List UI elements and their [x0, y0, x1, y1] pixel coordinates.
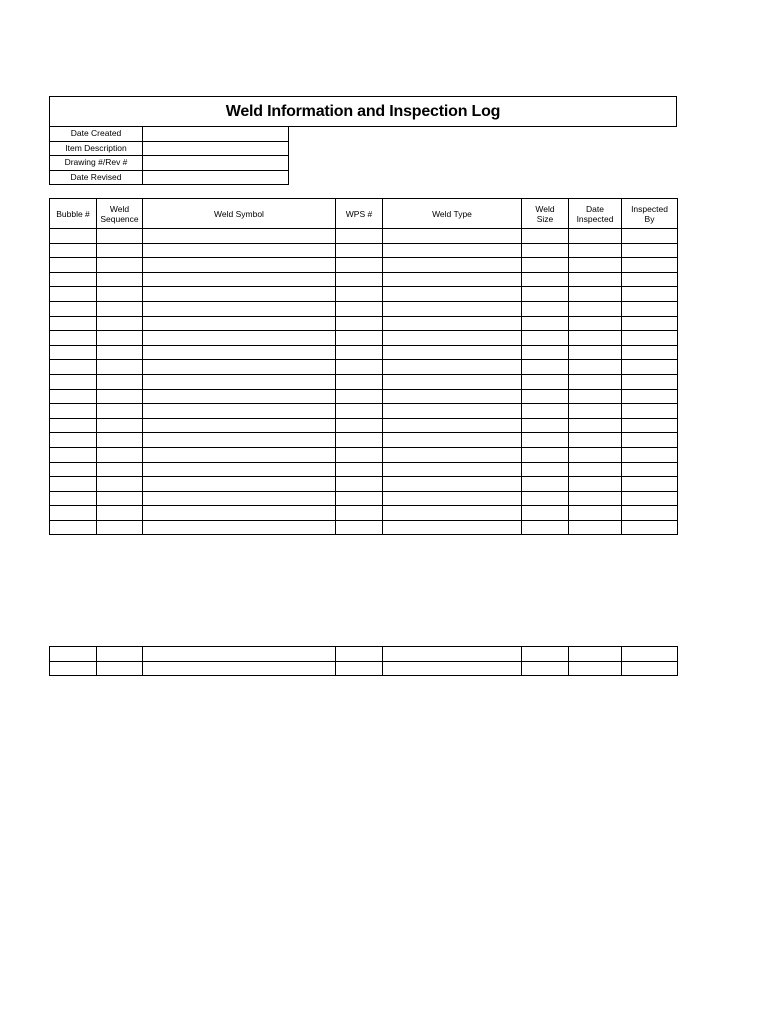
table-cell[interactable]: [50, 433, 97, 448]
table-cell[interactable]: [336, 433, 383, 448]
table-row: [50, 331, 678, 346]
table-cell[interactable]: [569, 243, 622, 258]
table-cell[interactable]: [143, 229, 336, 244]
table-cell[interactable]: [143, 316, 336, 331]
column-header-line1: WPS #: [345, 208, 373, 219]
table-cell[interactable]: [50, 447, 97, 462]
table-cell[interactable]: [622, 491, 678, 506]
table-cell[interactable]: [569, 433, 622, 448]
table-cell[interactable]: [143, 258, 336, 273]
table-cell[interactable]: [622, 331, 678, 346]
table-cell[interactable]: [143, 491, 336, 506]
table-cell[interactable]: [522, 345, 569, 360]
table-cell[interactable]: [522, 433, 569, 448]
table-cell[interactable]: [336, 287, 383, 302]
table-cell[interactable]: [336, 404, 383, 419]
table-cell[interactable]: [336, 491, 383, 506]
table-cell[interactable]: [97, 316, 143, 331]
table-cell[interactable]: [569, 272, 622, 287]
column-header: [569, 199, 622, 229]
info-label: Date Created: [50, 127, 143, 142]
table-cell[interactable]: [569, 647, 622, 662]
table-cell[interactable]: [522, 272, 569, 287]
table-cell[interactable]: [50, 374, 97, 389]
table-cell[interactable]: [50, 418, 97, 433]
table-row: [50, 374, 678, 389]
table-cell[interactable]: [383, 229, 522, 244]
table-cell[interactable]: [143, 345, 336, 360]
column-header-line1: Inspected: [631, 203, 668, 214]
table-cell[interactable]: [522, 404, 569, 419]
table-cell[interactable]: [383, 418, 522, 433]
table-cell[interactable]: [97, 491, 143, 506]
table-cell[interactable]: [50, 661, 97, 676]
table-cell[interactable]: [97, 229, 143, 244]
table-cell[interactable]: [383, 506, 522, 521]
table-cell[interactable]: [622, 389, 678, 404]
table-cell[interactable]: [383, 243, 522, 258]
column-header-line1: Bubble #: [56, 208, 90, 219]
table-cell[interactable]: [522, 418, 569, 433]
column-header-line1: Date: [586, 203, 604, 214]
info-label: Item Description: [50, 141, 143, 156]
table-cell[interactable]: [383, 647, 522, 662]
table-cell[interactable]: [50, 301, 97, 316]
table-cell[interactable]: [383, 258, 522, 273]
table-cell[interactable]: [50, 389, 97, 404]
table-cell[interactable]: [97, 243, 143, 258]
column-header-line1: Weld Symbol: [214, 208, 264, 219]
table-cell[interactable]: [522, 520, 569, 535]
info-table: [49, 126, 289, 185]
column-header-line1: Weld: [535, 203, 555, 214]
table-cell[interactable]: [383, 520, 522, 535]
table-cell[interactable]: [97, 520, 143, 535]
table-cell[interactable]: [143, 243, 336, 258]
table-cell[interactable]: [143, 389, 336, 404]
table-cell[interactable]: [383, 462, 522, 477]
table-cell[interactable]: [97, 647, 143, 662]
table-cell[interactable]: [569, 404, 622, 419]
table-cell[interactable]: [569, 316, 622, 331]
column-header: [622, 199, 678, 229]
table-cell[interactable]: [622, 316, 678, 331]
table-cell[interactable]: [143, 418, 336, 433]
table-cell[interactable]: [97, 301, 143, 316]
table-cell[interactable]: [522, 331, 569, 346]
table-cell[interactable]: [143, 433, 336, 448]
table-row: [50, 316, 678, 331]
table-cell[interactable]: [383, 477, 522, 492]
table-cell[interactable]: [622, 447, 678, 462]
table-cell[interactable]: [336, 418, 383, 433]
table-cell[interactable]: [143, 447, 336, 462]
table-row: [50, 229, 678, 244]
table-cell[interactable]: [522, 447, 569, 462]
table-cell[interactable]: [143, 661, 336, 676]
table-cell[interactable]: [622, 433, 678, 448]
table-cell[interactable]: [383, 345, 522, 360]
table-row: [50, 661, 678, 676]
table-row: [50, 647, 678, 662]
table-cell[interactable]: [50, 491, 97, 506]
table-cell[interactable]: [522, 243, 569, 258]
table-cell[interactable]: [622, 272, 678, 287]
table-cell[interactable]: [622, 404, 678, 419]
column-header-line2: Inspected: [576, 213, 614, 224]
table-row: [50, 477, 678, 492]
table-cell[interactable]: [336, 316, 383, 331]
table-cell[interactable]: [97, 477, 143, 492]
info-row: [50, 141, 289, 156]
bottom-table: [49, 646, 678, 676]
header-row: [50, 199, 678, 229]
table-cell[interactable]: [622, 243, 678, 258]
table-cell[interactable]: [569, 389, 622, 404]
table-cell[interactable]: [522, 647, 569, 662]
table-cell[interactable]: [569, 506, 622, 521]
table-cell[interactable]: [383, 287, 522, 302]
table-cell[interactable]: [336, 477, 383, 492]
table-cell[interactable]: [622, 520, 678, 535]
table-row: [50, 462, 678, 477]
table-cell[interactable]: [622, 229, 678, 244]
table-cell[interactable]: [97, 287, 143, 302]
table-cell[interactable]: [143, 647, 336, 662]
column-header: [50, 199, 97, 229]
table-cell[interactable]: [569, 229, 622, 244]
table-cell[interactable]: [97, 661, 143, 676]
info-value-field[interactable]: [143, 156, 289, 171]
table-cell[interactable]: [622, 647, 678, 662]
table-row: [50, 360, 678, 375]
table-row: [50, 243, 678, 258]
table-cell[interactable]: [97, 433, 143, 448]
table-cell[interactable]: [50, 520, 97, 535]
table-cell[interactable]: [336, 661, 383, 676]
table-cell[interactable]: [569, 447, 622, 462]
table-cell[interactable]: [143, 374, 336, 389]
table-cell[interactable]: [336, 345, 383, 360]
table-cell[interactable]: [50, 287, 97, 302]
column-header-line2: Size: [536, 213, 554, 224]
table-cell[interactable]: [569, 258, 622, 273]
table-cell[interactable]: [336, 331, 383, 346]
info-value-field[interactable]: [143, 127, 289, 142]
table-cell[interactable]: [522, 287, 569, 302]
table-cell[interactable]: [336, 243, 383, 258]
table-cell[interactable]: [143, 404, 336, 419]
table-row: [50, 433, 678, 448]
table-cell[interactable]: [50, 360, 97, 375]
table-cell[interactable]: [622, 462, 678, 477]
table-cell[interactable]: [383, 360, 522, 375]
table-cell[interactable]: [50, 647, 97, 662]
table-cell[interactable]: [336, 647, 383, 662]
info-label: Date Revised: [50, 170, 143, 185]
table-cell[interactable]: [97, 331, 143, 346]
table-row: [50, 258, 678, 273]
table-cell[interactable]: [383, 447, 522, 462]
table-cell[interactable]: [569, 287, 622, 302]
table-cell[interactable]: [97, 272, 143, 287]
table-cell[interactable]: [336, 360, 383, 375]
table-cell[interactable]: [569, 345, 622, 360]
table-cell[interactable]: [622, 418, 678, 433]
table-cell[interactable]: [97, 462, 143, 477]
table-cell[interactable]: [143, 462, 336, 477]
column-header-line1: Weld Type: [432, 208, 472, 219]
table-cell[interactable]: [622, 258, 678, 273]
info-label: Drawing #/Rev #: [50, 156, 143, 171]
table-cell[interactable]: [336, 389, 383, 404]
table-cell[interactable]: [522, 661, 569, 676]
table-cell[interactable]: [383, 661, 522, 676]
table-cell[interactable]: [50, 462, 97, 477]
table-cell[interactable]: [336, 301, 383, 316]
table-cell[interactable]: [569, 491, 622, 506]
table-cell[interactable]: [143, 506, 336, 521]
table-row: [50, 272, 678, 287]
table-cell[interactable]: [97, 404, 143, 419]
table-row: [50, 447, 678, 462]
table-cell[interactable]: [50, 404, 97, 419]
info-row: [50, 170, 289, 185]
info-value-field[interactable]: [143, 141, 289, 156]
table-cell[interactable]: [50, 272, 97, 287]
info-value-field[interactable]: [143, 170, 289, 185]
table-cell[interactable]: [143, 272, 336, 287]
table-cell[interactable]: [569, 374, 622, 389]
column-header: [336, 199, 383, 229]
title-box: [49, 96, 677, 127]
table-row: [50, 345, 678, 360]
table-cell[interactable]: [569, 418, 622, 433]
table-cell[interactable]: [622, 360, 678, 375]
table-cell[interactable]: [97, 258, 143, 273]
table-cell[interactable]: [569, 462, 622, 477]
table-cell[interactable]: [383, 389, 522, 404]
table-cell[interactable]: [569, 331, 622, 346]
table-cell[interactable]: [336, 462, 383, 477]
table-cell[interactable]: [143, 301, 336, 316]
table-cell[interactable]: [97, 506, 143, 521]
table-cell[interactable]: [522, 462, 569, 477]
table-cell[interactable]: [97, 360, 143, 375]
column-header-line2: Sequence: [100, 213, 139, 224]
table-cell[interactable]: [569, 360, 622, 375]
column-header-line1: Weld: [109, 203, 130, 214]
page-title: Weld Information and Inspection Log: [225, 102, 501, 120]
table-cell[interactable]: [50, 506, 97, 521]
table-cell[interactable]: [336, 506, 383, 521]
weld-log-table: [49, 198, 678, 535]
table-cell[interactable]: [50, 258, 97, 273]
table-cell[interactable]: [622, 287, 678, 302]
table-cell[interactable]: [622, 374, 678, 389]
table-cell[interactable]: [622, 477, 678, 492]
column-header: [143, 199, 336, 229]
table-cell[interactable]: [522, 360, 569, 375]
table-cell[interactable]: [97, 345, 143, 360]
table-cell[interactable]: [522, 301, 569, 316]
table-row: [50, 418, 678, 433]
table-cell[interactable]: [143, 331, 336, 346]
table-cell[interactable]: [622, 345, 678, 360]
table-cell[interactable]: [522, 374, 569, 389]
table-cell[interactable]: [50, 331, 97, 346]
table-cell[interactable]: [383, 433, 522, 448]
table-cell[interactable]: [569, 301, 622, 316]
table-cell[interactable]: [622, 506, 678, 521]
table-cell[interactable]: [522, 316, 569, 331]
table-cell[interactable]: [383, 374, 522, 389]
table-cell[interactable]: [383, 301, 522, 316]
table-cell[interactable]: [336, 258, 383, 273]
table-cell[interactable]: [143, 477, 336, 492]
table-cell[interactable]: [50, 243, 97, 258]
column-header-line2: By: [644, 213, 655, 224]
table-cell[interactable]: [522, 491, 569, 506]
table-row: [50, 389, 678, 404]
table-row: [50, 301, 678, 316]
table-cell[interactable]: [522, 506, 569, 521]
column-header: [383, 199, 522, 229]
table-cell[interactable]: [383, 331, 522, 346]
table-cell[interactable]: [336, 520, 383, 535]
table-cell[interactable]: [97, 374, 143, 389]
column-header: [97, 199, 143, 229]
table-row: [50, 506, 678, 521]
table-cell[interactable]: [336, 229, 383, 244]
table-cell[interactable]: [522, 258, 569, 273]
table-cell[interactable]: [143, 520, 336, 535]
table-row: [50, 287, 678, 302]
table-row: [50, 520, 678, 535]
table-cell[interactable]: [336, 447, 383, 462]
table-cell[interactable]: [383, 491, 522, 506]
table-cell[interactable]: [383, 404, 522, 419]
table-cell[interactable]: [97, 389, 143, 404]
table-cell[interactable]: [522, 229, 569, 244]
column-header: [522, 199, 569, 229]
table-cell[interactable]: [97, 447, 143, 462]
table-row: [50, 491, 678, 506]
table-cell[interactable]: [622, 661, 678, 676]
table-cell[interactable]: [569, 477, 622, 492]
table-cell[interactable]: [336, 374, 383, 389]
info-row: [50, 156, 289, 171]
table-cell[interactable]: [50, 229, 97, 244]
table-cell[interactable]: [50, 345, 97, 360]
table-row: [50, 404, 678, 419]
table-cell[interactable]: [143, 287, 336, 302]
table-cell[interactable]: [522, 477, 569, 492]
table-cell[interactable]: [383, 316, 522, 331]
table-cell[interactable]: [522, 389, 569, 404]
table-cell[interactable]: [97, 418, 143, 433]
table-cell[interactable]: [50, 316, 97, 331]
table-cell[interactable]: [50, 477, 97, 492]
table-cell[interactable]: [569, 661, 622, 676]
table-cell[interactable]: [143, 360, 336, 375]
info-row: [50, 127, 289, 142]
table-cell[interactable]: [336, 272, 383, 287]
table-cell[interactable]: [569, 520, 622, 535]
table-cell[interactable]: [622, 301, 678, 316]
table-cell[interactable]: [383, 272, 522, 287]
